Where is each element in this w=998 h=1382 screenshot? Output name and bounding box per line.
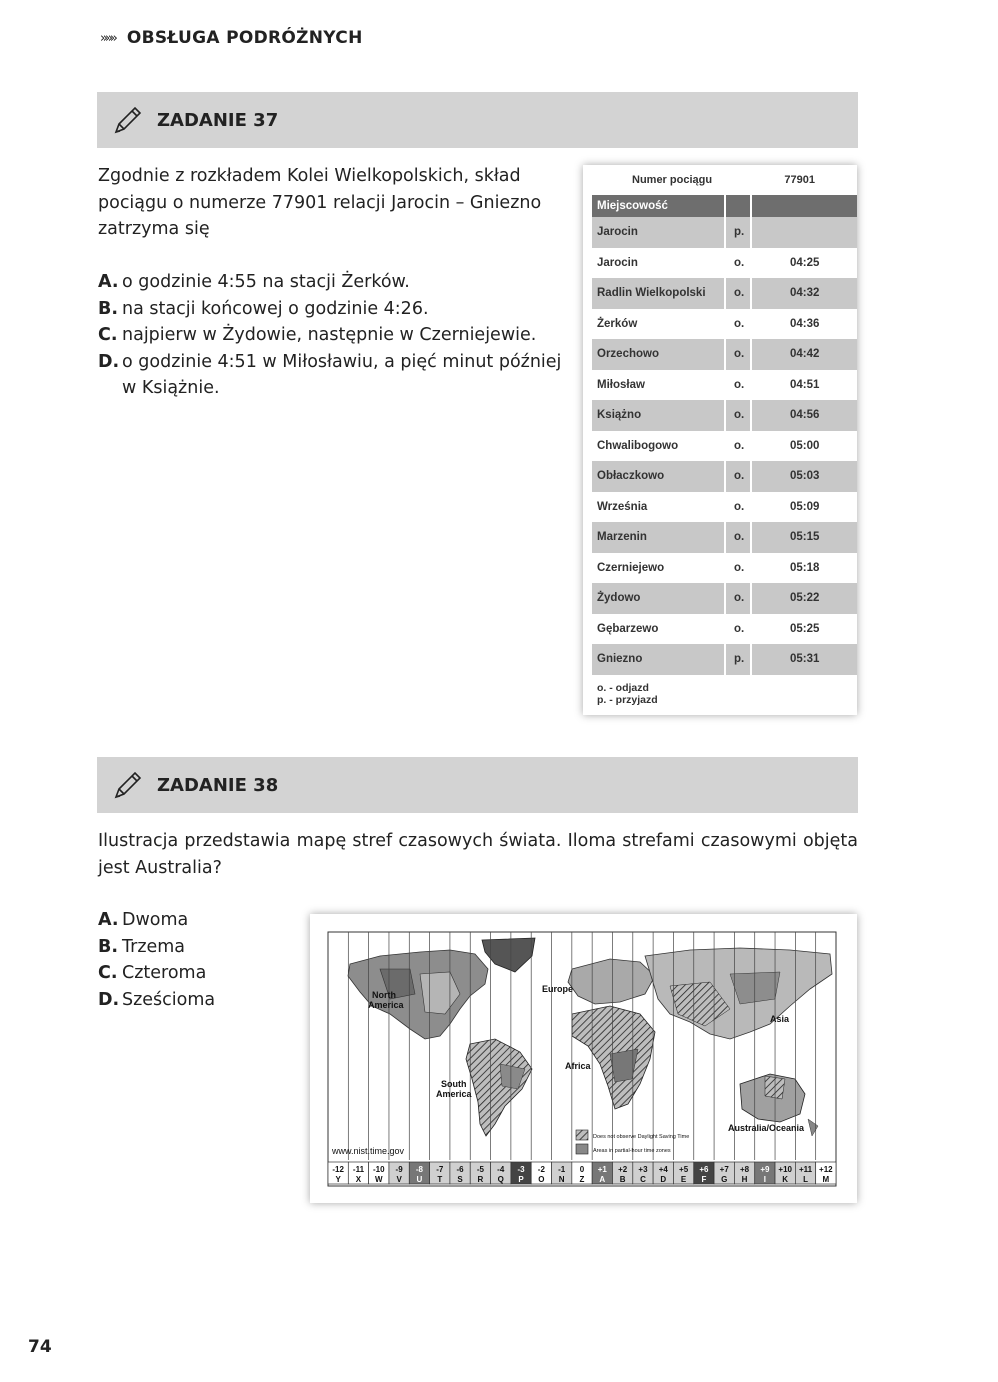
- zone-offset: +6: [699, 1165, 709, 1174]
- zone-letter: I: [763, 1175, 766, 1184]
- timetable-station: Książno: [592, 400, 724, 431]
- task-38-question: Ilustracja przedstawia mapę stref czasowych świata. Iloma strefami czasowymi objęta jest Australia?: [98, 831, 858, 878]
- zone-offset: -5: [476, 1165, 484, 1174]
- zone-cell: [409, 1162, 429, 1184]
- first-station-type: p.: [724, 217, 752, 248]
- timetable-row: [592, 614, 857, 645]
- option-letter: A.: [98, 910, 119, 930]
- timetable-station: Obłaczkowo: [592, 461, 724, 492]
- timetable-time: 04:56: [752, 400, 857, 431]
- zone-letter: G: [721, 1175, 728, 1184]
- task-37-question: Zgodnie z rozkładem Kolei Wielkopolskich, skład pociągu o numerze 77901 relacji Jarocin – Gniezno zatrzyma się: [98, 166, 542, 239]
- option-letter: D.: [98, 351, 120, 372]
- task-37-option-a: [98, 269, 568, 296]
- timetable-time: 05:18: [790, 561, 820, 574]
- zone-letter: S: [457, 1175, 463, 1184]
- pencil-icon: [111, 103, 145, 137]
- option-text: Sześcioma: [122, 989, 216, 1010]
- zone-cell: [430, 1162, 450, 1184]
- task-38-option-c: [98, 960, 298, 987]
- task-38-option-d: [98, 987, 298, 1014]
- timetable-station: Września: [597, 500, 648, 513]
- zone-letter: K: [782, 1175, 789, 1184]
- legend-partial-hour: Areas in partial-hour time zones: [593, 1148, 671, 1154]
- timetable-station: Czerniejewo: [597, 561, 665, 574]
- timetable-card: [583, 165, 857, 715]
- zone-letter: Z: [579, 1175, 585, 1184]
- timetable-station: Chwalibogowo: [597, 439, 679, 452]
- timetable-type: o.: [724, 248, 752, 279]
- zone-offset: -4: [497, 1165, 505, 1174]
- timetable-type: p.: [724, 644, 752, 675]
- zone-cell: [328, 1162, 348, 1184]
- zone-offset: -11: [352, 1165, 365, 1174]
- zone-cell: [389, 1162, 409, 1184]
- zone-letter: Y: [335, 1175, 341, 1184]
- zone-cell: [572, 1162, 592, 1184]
- timetable-row: [592, 492, 857, 523]
- option-letter: B.: [98, 298, 118, 319]
- option-letter: A.: [98, 272, 119, 292]
- legend-no-dst: Does not observe Daylight Saving Time: [593, 1134, 690, 1140]
- timetable-station: Jarocin: [597, 256, 638, 269]
- zone-letter: B: [619, 1175, 626, 1184]
- label-north-america-2: America: [368, 1000, 404, 1010]
- zone-offset: +1: [597, 1165, 607, 1174]
- zone-letter: U: [416, 1175, 423, 1184]
- first-station: Jarocin: [592, 217, 724, 248]
- timetable-station: Gniezno: [592, 644, 724, 675]
- pencil-icon: [111, 768, 145, 802]
- timetable-time: 05:31: [752, 644, 857, 675]
- zone-cell: [612, 1162, 632, 1184]
- zone-letter: M: [822, 1175, 830, 1184]
- timetable-row: [592, 339, 857, 370]
- timetable-type: o.: [724, 553, 752, 584]
- zone-offset: +7: [719, 1165, 729, 1174]
- zone-offset: +8: [739, 1165, 750, 1174]
- zone-offset: -6: [456, 1165, 464, 1174]
- zone-offset: -9: [395, 1165, 403, 1174]
- option-text: Dwoma: [122, 910, 189, 930]
- time-zone-map: [310, 914, 857, 1203]
- task-37-option-d: [98, 349, 568, 402]
- zone-offset: -1: [558, 1165, 566, 1174]
- timetable-type: o.: [724, 400, 752, 431]
- zone-letter: H: [741, 1175, 748, 1184]
- timetable-row: [592, 431, 857, 462]
- timetable-row: [592, 248, 857, 279]
- task-38-option-a: [98, 907, 298, 934]
- zone-letter: L: [803, 1175, 808, 1184]
- zone-offset: +4: [658, 1165, 668, 1174]
- label-australia: Australia/Oceania: [728, 1123, 805, 1133]
- timetable-type: o.: [724, 431, 752, 462]
- zone-letter: C: [640, 1175, 646, 1184]
- label-asia: Asia: [770, 1014, 790, 1024]
- timetable-type: o.: [724, 522, 752, 553]
- timetable-station: Gębarzewo: [597, 622, 659, 635]
- timetable-type: o.: [724, 614, 752, 645]
- zone-offset: +11: [798, 1165, 813, 1174]
- timetable-type: o.: [724, 461, 752, 492]
- time-zone-map-card: [310, 914, 857, 1203]
- option-letter: B.: [98, 936, 118, 957]
- timetable-row: [592, 553, 857, 584]
- timetable-time: 04:32: [752, 278, 857, 309]
- zone-letter: F: [701, 1175, 707, 1184]
- timetable-station: Miłosław: [597, 378, 645, 391]
- task-37-options: [98, 269, 568, 402]
- zone-letter: X: [355, 1175, 362, 1184]
- timetable-type: o.: [724, 583, 752, 614]
- zone-offset: -2: [537, 1165, 545, 1174]
- timetable-type: o.: [724, 370, 752, 401]
- timetable-time: 04:25: [790, 256, 820, 269]
- timetable-row: [592, 583, 857, 614]
- task-38-label: ZADANIE 38: [157, 774, 279, 796]
- train-number: 77901: [784, 174, 815, 186]
- timetable-time: 05:09: [790, 500, 820, 513]
- zone-offset: -3: [517, 1165, 525, 1174]
- zone-offset: 0: [579, 1165, 585, 1174]
- zone-cell: [470, 1162, 490, 1184]
- zone-cell: [775, 1162, 795, 1184]
- option-text: najpierw w Żydowie, następnie w Czerniejewie.: [122, 325, 537, 345]
- timetable-station: Radlin Wielkopolski: [592, 278, 724, 309]
- map-source: www.nist.time.gov: [332, 1146, 405, 1156]
- zone-offset: +5: [679, 1165, 689, 1174]
- timetable-station: Orzechowo: [592, 339, 724, 370]
- zone-cell: [755, 1162, 775, 1184]
- zone-letter: N: [558, 1175, 565, 1184]
- label-north-america: North: [372, 990, 396, 1000]
- task-37-option-b: [98, 296, 568, 323]
- timetable-time: 04:36: [790, 317, 820, 330]
- zone-cell: [491, 1162, 511, 1184]
- zone-cell: [348, 1162, 368, 1184]
- option-letter: C.: [98, 963, 118, 983]
- section-header: [100, 28, 363, 48]
- timetable-time: 05:22: [752, 583, 857, 614]
- option-text: na stacji końcowej o godzinie 4:26.: [122, 298, 429, 319]
- zone-letter: E: [680, 1175, 687, 1184]
- timetable-type: o.: [724, 278, 752, 309]
- zone-cell: [694, 1162, 714, 1184]
- section-title: OBSŁUGA PODRÓŻNYCH: [126, 28, 363, 48]
- zone-offset: -12: [332, 1165, 344, 1174]
- zone-cell: [531, 1162, 551, 1184]
- zone-cell: [653, 1162, 673, 1184]
- zone-cell: [734, 1162, 754, 1184]
- timetable-time: 05:03: [752, 461, 857, 492]
- zone-letter: V: [396, 1175, 402, 1184]
- zone-cell: [369, 1162, 389, 1184]
- timetable-time: 04:51: [790, 378, 820, 391]
- label-south-america: South: [441, 1079, 467, 1089]
- zone-letter: T: [437, 1175, 443, 1184]
- option-text: Czteroma: [122, 963, 207, 983]
- legend-departure: o. - odjazd: [597, 681, 649, 694]
- zone-offset: -10: [373, 1165, 385, 1174]
- task-37-header: [97, 92, 858, 148]
- zone-letter: W: [375, 1175, 383, 1184]
- timetable-row: [592, 370, 857, 401]
- zone-offset: -8: [415, 1165, 424, 1174]
- zone-letter: Q: [497, 1175, 504, 1184]
- task-37-label: ZADANIE 37: [157, 109, 279, 131]
- zone-offset: -7: [436, 1165, 444, 1174]
- zone-letter: D: [660, 1175, 667, 1184]
- zone-letter: R: [477, 1175, 484, 1184]
- label-africa: Africa: [565, 1061, 591, 1071]
- label-europe: Europe: [542, 984, 574, 994]
- zone-cell: [673, 1162, 693, 1184]
- first-station-time: [752, 217, 857, 248]
- chevrons-icon: »»»: [100, 30, 115, 46]
- column-header-station: Miejscowość: [592, 195, 724, 217]
- timetable-time: 05:15: [752, 522, 857, 553]
- page-number: 74: [28, 1337, 52, 1357]
- timetable-row: [592, 644, 857, 675]
- task-37-option-c: [98, 322, 568, 349]
- timetable-station: Marzenin: [592, 522, 724, 553]
- task-38-header: [97, 757, 858, 813]
- timetable-type: o.: [724, 492, 752, 523]
- timetable-row: [592, 522, 857, 553]
- task-38-option-b: [98, 934, 298, 961]
- zone-cell: [511, 1162, 531, 1184]
- zone-cell: [592, 1162, 612, 1184]
- zone-cell: [714, 1162, 734, 1184]
- timetable-type: o.: [724, 339, 752, 370]
- zone-cell: [450, 1162, 470, 1184]
- option-text: Trzema: [122, 936, 186, 957]
- zone-offset: +2: [618, 1165, 628, 1174]
- zone-letter: P: [518, 1175, 524, 1184]
- option-letter: D.: [98, 989, 120, 1010]
- train-number-label: Numer pociągu: [632, 174, 713, 186]
- label-south-america-2: America: [436, 1089, 472, 1099]
- zone-cell: [552, 1162, 572, 1184]
- timetable-row: [592, 400, 857, 431]
- zone-offset: +3: [638, 1165, 648, 1174]
- zone-letter: A: [599, 1175, 606, 1184]
- timetable-station: Żerków: [597, 317, 638, 330]
- legend-arrival: p. - przyjazd: [597, 693, 658, 706]
- timetable-row: [592, 461, 857, 492]
- zone-offset: +12: [819, 1165, 833, 1174]
- task-38-options: [98, 907, 298, 1013]
- timetable-row: [592, 309, 857, 340]
- option-letter: C.: [98, 325, 118, 345]
- timetable-row: [592, 278, 857, 309]
- zone-cell: [633, 1162, 653, 1184]
- zone-offset: +9: [760, 1165, 770, 1174]
- timetable-time: 05:00: [790, 439, 820, 452]
- timetable-station: Żydowo: [592, 583, 724, 614]
- zone-cell: [795, 1162, 815, 1184]
- zone-cell: [816, 1162, 836, 1184]
- timetable-time: 04:42: [752, 339, 857, 370]
- zone-offset: +10: [778, 1165, 792, 1174]
- zone-letter: O: [538, 1175, 545, 1184]
- option-text: o godzinie 4:51 w Miłosławiu, a pięć minut później w Książnie.: [122, 351, 562, 398]
- timetable-type: o.: [724, 309, 752, 340]
- timetable: [592, 195, 857, 675]
- timetable-time: 05:25: [790, 622, 820, 635]
- option-text: o godzinie 4:55 na stacji Żerków.: [122, 272, 410, 292]
